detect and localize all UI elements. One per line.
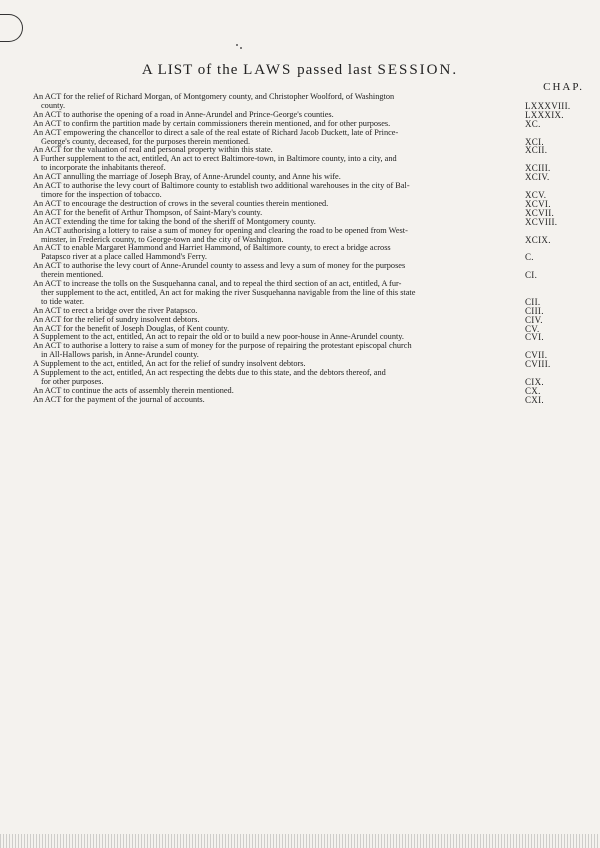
law-title <box>33 129 525 147</box>
chapter-number: LXXXVIII. <box>525 100 571 111</box>
law-title-line: to tide water. <box>41 296 85 306</box>
law-entry <box>33 280 593 307</box>
title-prefix: A LIST of the <box>141 62 239 78</box>
law-title-line: therein mentioned. <box>41 270 104 280</box>
law-title-line: An ACT extending the time for taking the bond of the sheriff of Montgomery county. <box>33 216 316 226</box>
chapter-number: XCIII. <box>525 163 551 174</box>
law-title <box>33 342 525 360</box>
page-title <box>0 62 600 79</box>
chapter-number: XCV. <box>525 189 547 200</box>
chapter-number: CVIII. <box>525 359 551 370</box>
law-title-line: A Supplement to the act, entitled, An act respecting the debts due to this state, and the debtors thereof, and <box>33 368 386 378</box>
chapter-number: CVII. <box>525 350 548 361</box>
chapter-number: XCVIII. <box>525 216 558 227</box>
law-title-line: An ACT for the valuation of real and personal property within this state. <box>33 145 273 155</box>
law-title-line: A Supplement to the act, entitled, An act for the relief of sundry insolvent debtors. <box>33 359 306 369</box>
title-session: SESSION. <box>377 62 459 78</box>
law-title-line: An ACT for the payment of the journal of accounts. <box>33 394 205 404</box>
law-entry <box>33 396 593 405</box>
law-title <box>33 396 525 405</box>
law-entry <box>33 129 593 147</box>
law-title-line: An ACT to authorise the opening of a road in Anne-Arundel and Prince-George's counties. <box>33 109 334 119</box>
law-title-line: An ACT for the relief of Richard Morgan, of Montgomery county, and Christopher Woolford, of Washington <box>33 92 395 101</box>
law-title-line: An ACT to erect a bridge over the river Patapsco. <box>33 305 198 315</box>
law-entry <box>33 182 593 200</box>
law-title <box>33 93 525 111</box>
law-title <box>33 262 525 280</box>
law-title-line: George's county, deceased, for the purposes therein mentioned. <box>41 136 251 146</box>
law-title <box>33 227 525 245</box>
ink-speck <box>236 44 238 46</box>
law-title-line: An ACT empowering the chancellor to direct a sale of the real estate of Richard Jacob Duckett, late of Prince- <box>33 127 399 137</box>
law-title-line: An ACT authorising a lottery to raise a sum of money for opening and clearing the road to be opened from West- <box>33 225 408 235</box>
chapter-number: XC. <box>525 118 541 129</box>
law-title <box>33 182 525 200</box>
law-title-line: An ACT for the relief of sundry insolvent debtors. <box>33 314 200 324</box>
law-title-line: An ACT to increase the tolls on the Susquehanna canal, and to repeal the third section of an act, entitled, A fur- <box>33 279 402 289</box>
law-title <box>33 155 525 173</box>
chapter-number: CIX. <box>525 377 544 387</box>
law-title <box>33 369 525 387</box>
law-title-line: to incorporate the inhabitants thereof. <box>41 163 166 173</box>
title-passed: passed last <box>297 62 373 78</box>
chapter-number: CVI. <box>525 332 544 343</box>
chapter-number: XCI. <box>525 136 544 147</box>
law-title-line: An ACT for the benefit of Arthur Thompson, of Saint-Mary's county. <box>33 207 263 217</box>
law-title <box>33 244 525 262</box>
law-title-line: in All-Hallows parish, in Anne-Arundel county. <box>41 350 199 360</box>
law-title-line: A Supplement to the act, entitled, An act to repair the old or to build a new poor-house in Anne-Arundel county. <box>33 332 404 342</box>
chapter-number: CI. <box>525 270 538 281</box>
law-title-line: timore for the inspection of tobacco. <box>41 189 162 199</box>
law-title-line: An ACT to authorise the levy court of Baltimore county to establish two additional warehouses in the city of Bal- <box>33 181 410 191</box>
chapter-number: LXXXIX. <box>525 109 564 120</box>
law-title-line: ther supplement to the act, entitled, An act for making the river Susquehanna navigable from the line of this state <box>41 287 416 297</box>
law-title-line: Patapsco river at a place called Hammond's Ferry. <box>41 252 207 262</box>
law-entry <box>33 93 593 111</box>
chapter-number: XCIV. <box>525 172 550 183</box>
title-laws: LAWS <box>243 62 293 78</box>
chapter-number: CIV. <box>525 314 543 325</box>
law-title-line: An ACT to confirm the partition made by certain commissioners therein mentioned, and for other purposes. <box>33 118 391 128</box>
chapter-number: CXI. <box>525 394 544 405</box>
chapter-number: C. <box>525 252 534 263</box>
law-title-line: An ACT annulling the marriage of Joseph Bray, of Anne-Arundel county, and Anne his wife. <box>33 172 341 182</box>
law-entry <box>33 369 593 387</box>
chapter-number: XCIX. <box>525 234 551 245</box>
law-title-line: minster, in Frederick county, to George-town and the city of Washington. <box>41 234 284 244</box>
law-title-line: A Further supplement to the act, entitled, An act to erect Baltimore-town, in Baltimore county, into a city, and <box>33 154 397 164</box>
law-title-line: An ACT to continue the acts of assembly therein mentioned. <box>33 385 234 395</box>
laws-list <box>33 93 593 405</box>
page-corner-mark <box>0 14 23 42</box>
page-bottom-edge <box>0 834 600 848</box>
law-entry <box>33 155 593 173</box>
law-title-line: for other purposes. <box>41 377 104 386</box>
law-entry <box>33 227 593 245</box>
chapter-number: CV. <box>525 323 540 334</box>
law-title-line: An ACT for the benefit of Joseph Douglas, of Kent county. <box>33 323 230 333</box>
chapter-column-header: CHAP. <box>543 81 584 93</box>
law-title <box>33 280 525 307</box>
law-title-line: An ACT to authorise the levy court of Anne-Arundel county to assess and levy a sum of money for the purposes <box>33 261 406 271</box>
chapter-number: CII. <box>525 296 541 307</box>
chapter-number: CX. <box>525 385 541 396</box>
ink-speck <box>240 47 242 49</box>
chapter-number: XCVII. <box>525 207 555 218</box>
law-entry <box>33 244 593 262</box>
chapter-number: XCVI. <box>525 198 551 209</box>
law-title-line: county. <box>41 100 66 110</box>
law-entry <box>33 262 593 280</box>
law-title-line: An ACT to encourage the destruction of crows in the several counties therein mentioned. <box>33 198 329 208</box>
law-title-line: An ACT to authorise a lottery to raise a sum of money for the purpose of repairing the protestant episcopal church <box>33 341 412 351</box>
chapter-number: CIII. <box>525 305 544 316</box>
law-entry <box>33 342 593 360</box>
law-title-line: An ACT to enable Margaret Hammond and Harriet Hammond, of Baltimore county, to erect a bridge across <box>33 243 391 253</box>
chapter-number: XCII. <box>525 145 548 156</box>
